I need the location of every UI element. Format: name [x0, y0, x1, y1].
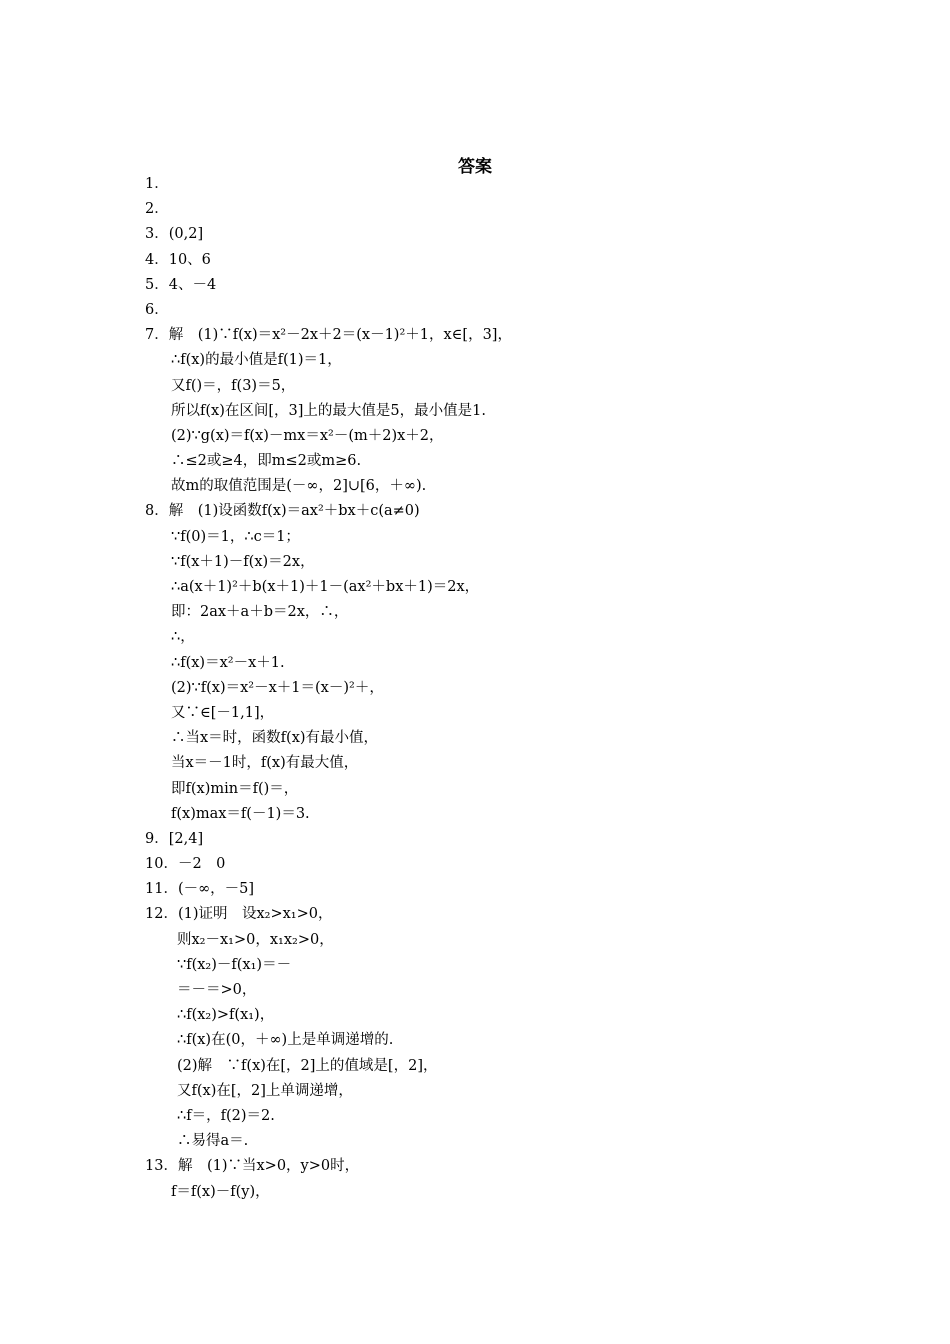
answer-line: ∴当x＝时，函数f(x)有最小值，: [171, 730, 379, 747]
answer-line: ∴f(x)的最小值是f(1)＝1，: [171, 352, 342, 369]
answer-line: 13．解 (1)∵当x>0，y>0时，: [145, 1158, 360, 1175]
answer-line: ＝－＝>0，: [177, 982, 257, 998]
answer-line: 6．: [145, 301, 169, 318]
answer-line: ∴易得a＝.: [177, 1133, 249, 1150]
answer-list: [0, 172, 950, 1205]
answer-line: 7．解 (1)∵f(x)＝x²－2x＋2＝(x－1)²＋1，x∈[，3]，: [145, 327, 512, 344]
answer-line: 2．: [145, 201, 169, 218]
answer-line: ∴f(x)在(0，＋∞)上是单调递增的.: [177, 1032, 394, 1049]
answer-line: 9．[2,4]: [145, 830, 204, 847]
answer-line: 故m的取值范围是(－∞，2]∪[6，＋∞).: [171, 478, 427, 495]
answer-line: 4．10、6: [145, 251, 211, 268]
answer-line: ∴f＝，f(2)＝2.: [177, 1107, 275, 1124]
answer-line: 5．4、－4: [145, 276, 217, 293]
answer-line: 所以f(x)在区间[，3]上的最大值是5，最小值是1.: [171, 402, 486, 419]
answer-line: 又f()＝，f(3)＝5，: [171, 377, 296, 394]
answer-line: ∴f(x)＝x²－x＋1.: [171, 654, 285, 671]
answer-line: f＝f(x)－f(y)，: [171, 1183, 270, 1200]
answer-line: ∴f(x₂)>f(x₁)，: [177, 1007, 275, 1024]
answer-line: 11．(－∞，－5]: [145, 881, 255, 898]
answer-line: (2)∵g(x)＝f(x)－mx＝x²－(m＋2)x＋2，: [171, 427, 444, 444]
answer-line: ∵f(x₂)－f(x₁)＝－: [177, 956, 292, 973]
answer-line: ∵f(0)＝1，∴c＝1；: [171, 528, 300, 545]
answer-line: 又f(x)在[，2]上单调递增，: [177, 1082, 353, 1099]
answer-line: 即：2ax＋a＋b＝2x，∴，: [171, 604, 349, 621]
answer-line: 当x＝－1时，f(x)有最大值，: [171, 755, 359, 772]
answer-line: 8．解 (1)设函数f(x)＝ax²＋bx＋c(a≠0): [145, 503, 420, 520]
answer-line: f(x)max＝f(－1)＝3.: [171, 805, 310, 822]
answer-line: 即f(x)min＝f()＝，: [171, 780, 299, 797]
answer-line: ∴a(x＋1)²＋b(x＋1)＋1－(ax²＋bx＋1)＝2x，: [171, 579, 480, 595]
answer-line: ∴≤2或≥4，即m≤2或m≥6.: [171, 453, 362, 470]
answer-line: 12．(1)证明 设x₂>x₁>0，: [145, 906, 333, 923]
answer-line: 又∵∈[－1,1]，: [171, 704, 275, 721]
answer-line: 1．: [145, 176, 169, 192]
page-title: 答案: [458, 157, 492, 177]
answer-line: 则x₂－x₁>0，x₁x₂>0，: [177, 931, 334, 948]
answer-line: (2)解 ∵f(x)在[，2]上的值域是[，2]，: [177, 1057, 438, 1074]
answer-line: ∴，: [171, 629, 195, 646]
answer-line: (2)∵f(x)＝x²－x＋1＝(x－)²＋，: [171, 679, 384, 696]
answer-line: 10．－2 0: [145, 856, 226, 873]
answer-line: 3．(0,2]: [145, 226, 204, 243]
answer-line: ∵f(x＋1)－f(x)＝2x，: [171, 553, 315, 570]
